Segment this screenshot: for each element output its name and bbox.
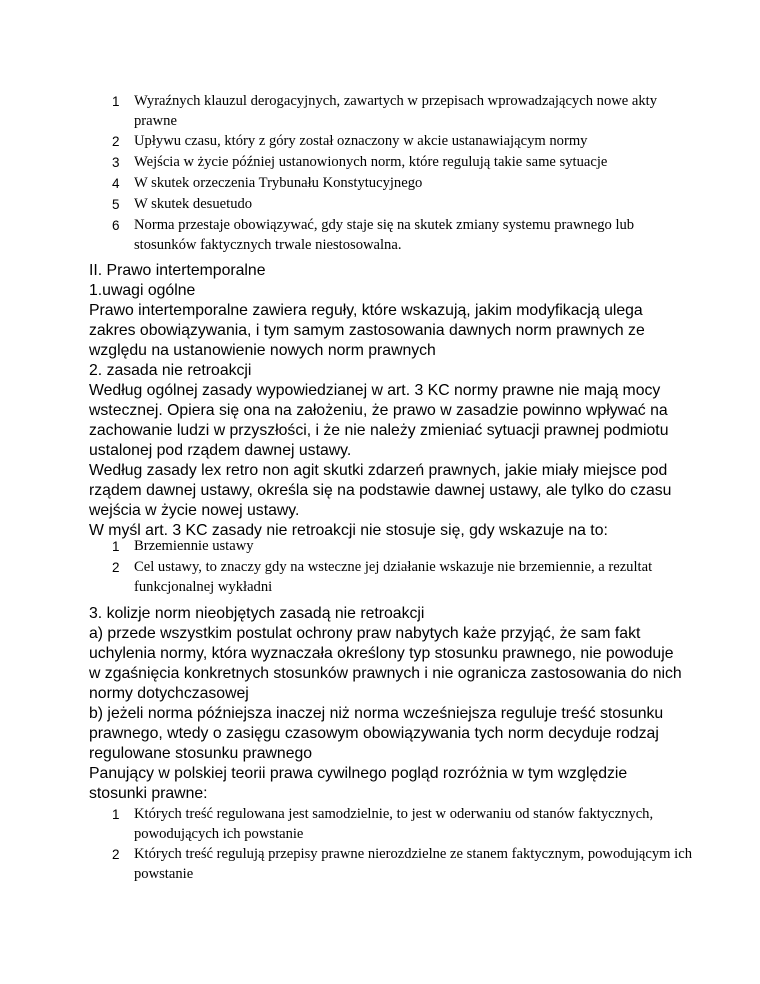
list-number: 5 (112, 197, 120, 212)
legal-relations-list (112, 804, 692, 884)
list-item (112, 173, 692, 194)
paragraph: Prawo intertemporalne zawiera reguły, które wskazują, jakim modyfikacją ulega zakres obowiązywania, i tym samym zastosowania dawnych norm prawnych ze względu na ustanowienie nowych norm prawnych (89, 302, 645, 359)
list-item (112, 536, 692, 557)
list-number: 1 (112, 94, 120, 109)
list-item (112, 91, 692, 131)
list-item (112, 804, 692, 844)
list-item-text: W skutek desuetudo (134, 196, 253, 212)
subsection-heading: 1.uwagi ogólne (89, 282, 196, 299)
list-item (112, 844, 692, 884)
list-item-text: Których treść regulują przepisy prawne nierozdzielne ze stanem faktycznym, powodującym ich powstanie (134, 846, 692, 882)
list-item-text: Brzemiennie ustawy (134, 538, 254, 554)
paragraph: Według ogólnej zasady wypowiedzianej w art. 3 KC normy prawne nie mają mocy wstecznej. Opiera się ona na założeniu, że prawo w zasadzie powinno wpływać na zachowanie ludzi w przyszłości, i że nie należy zmieniać sytuacji prawnej podmiotu ustalonej pod rządem dawnej ustawy. (89, 382, 669, 459)
list-item-text: W skutek orzeczenia Trybunału Konstytucyjnego (134, 175, 423, 191)
list-number: 6 (112, 218, 120, 233)
paragraph: Panujący w polskiej teorii prawa cywilnego pogląd rozróżnia w tym względzie stosunki prawne: (89, 765, 628, 802)
list-number: 3 (112, 155, 120, 170)
list-item (112, 131, 692, 152)
list-number: 4 (112, 176, 120, 191)
list-number: 2 (112, 134, 120, 149)
list-number: 2 (112, 560, 120, 575)
list-item (112, 557, 692, 597)
subsection-heading: 3. kolizje norm nieobjętych zasadą nie retroakcji (89, 605, 425, 622)
paragraph: b) jeżeli norma późniejsza inaczej niż norma wcześniejsza reguluje treść stosunku prawnego, wtedy o zasięgu czasowym obowiązywania tych norm decyduje rodzaj regulowane stosunku prawnego (89, 705, 664, 762)
list-item-text: Wyraźnych klauzul derogacyjnych, zawartych w przepisach wprowadzających nowe akty prawne (134, 93, 658, 129)
paragraph: Według zasady lex retro non agit skutki zdarzeń prawnych, jakie miały miejsce pod rządem dawnej ustawy, określa się na podstawie dawnej ustawy, ale tylko do czasu wejścia w życie nowej ustawy. (89, 462, 672, 519)
paragraph: a) przede wszystkim postulat ochrony praw nabytych każe przyjąć, że sam fakt uchylenia normy, która wyznaczała określony typ stosunku prawnego, nie powoduje w zgaśnięcia konkretnych stosunków prawnych i nie ogranicza zastosowania do nich normy dotychczasowej (89, 625, 682, 702)
list-item-text: Norma przestaje obowiązywać, gdy staje się na skutek zmiany systemu prawnego lub stosunków faktycznych trwale niestosowalna. (134, 217, 635, 253)
list-number: 1 (112, 539, 120, 554)
list-number: 2 (112, 847, 120, 862)
list-item-text: Upływu czasu, który z góry został oznaczony w akcie ustanawiającym normy (134, 133, 588, 149)
paragraph: W myśl art. 3 KC zasady nie retroakcji nie stosuje się, gdy wskazuje na to: (89, 522, 608, 539)
retroaction-exceptions-list (112, 536, 692, 597)
section-intertemporal-law (89, 261, 689, 541)
section-norm-conflicts (89, 604, 689, 804)
list-item (112, 194, 692, 215)
subsection-heading: 2. zasada nie retroakcji (89, 362, 252, 379)
list-number: 1 (112, 807, 120, 822)
section-heading: II. Prawo intertemporalne (89, 262, 266, 279)
list-item-text: Wejścia w życie później ustanowionych norm, które regulują takie same sytuacje (134, 154, 608, 170)
list-item-text: Cel ustawy, to znaczy gdy na wsteczne jej działanie wskazuje nie brzemiennie, a rezultat funkcjonalnej wykładni (134, 559, 653, 595)
derogation-list (112, 91, 692, 255)
list-item-text: Których treść regulowana jest samodzielnie, to jest w oderwaniu od stanów faktycznych, powodujących ich powstanie (134, 806, 654, 842)
list-item (112, 152, 692, 173)
list-item (112, 215, 692, 255)
